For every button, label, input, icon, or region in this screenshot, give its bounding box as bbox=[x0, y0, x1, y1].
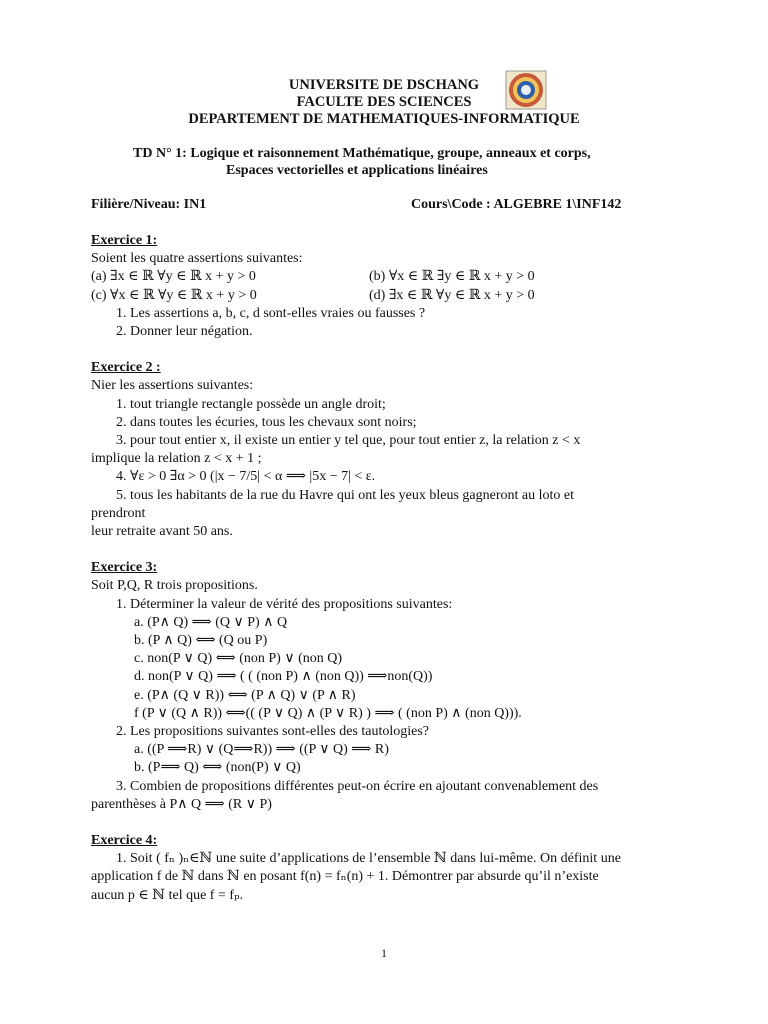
exercise-3-prop-b: b. (P ∧ Q) ⟺ (Q ou P) bbox=[134, 633, 268, 649]
assertion-c: (c) ∀x ∈ ℝ ∀y ∈ ℝ x + y > 0 bbox=[91, 287, 257, 303]
page-number: 1 bbox=[381, 946, 387, 960]
assertions-row-2 bbox=[91, 287, 691, 305]
exercise-3-prop-f: f (P ∨ (Q ∧ R)) ⟺(( (P ∨ Q) ∧ (P ∨ R) ) ⟹ ( (non P) ∧ (non Q))). bbox=[134, 705, 522, 721]
exercise-2-item-3-cont: implique la relation z < x + 1 ; bbox=[91, 451, 262, 467]
exercise-2-title: Exercice 2 : bbox=[91, 360, 161, 376]
exercise-4-line-1: 1. Soit ( fₙ )ₙ∈ℕ une suite d’applications de l’ensemble ℕ dans lui-même. On définit une bbox=[116, 851, 621, 867]
exercise-2-item-5-cont2: leur retraite avant 50 ans. bbox=[91, 524, 233, 540]
exercise-1-title: Exercice 1: bbox=[91, 233, 158, 248]
document-header bbox=[0, 77, 768, 128]
exercise-2-item-1: 1. tout triangle rectangle possède un angle droit; bbox=[116, 396, 386, 412]
exercise-2-item-3: 3. pour tout entier x, il existe un entier y tel que, pour tout entier z, la relation z < x bbox=[116, 433, 581, 448]
exercise-3-question-3: 3. Combien de propositions différentes peut-on écrire en ajoutant convenablement des bbox=[116, 778, 599, 794]
exercise-3-prop-d: d. non(P ∨ Q) ⟹ ( ( (non P) ∧ (non Q)) ⟹non(Q)) bbox=[134, 669, 433, 685]
exercise-3-question-2: 2. Les propositions suivantes sont-elles des tautologies? bbox=[116, 724, 430, 740]
exercise-2-item-4: 4. ∀ε > 0 ∃α > 0 (|x − 7/5| < α ⟹ |5x − 7| < ε. bbox=[116, 469, 376, 485]
cours-code: Cours\Code : ALGEBRE 1\INF142 bbox=[411, 197, 622, 212]
td-title-line2: Espaces vectorielles et applications linéaires bbox=[226, 163, 488, 178]
exercise-1-question-1: 1. Les assertions a, b, c, d sont-elles vraies ou fausses ? bbox=[116, 305, 426, 321]
assertion-b: (b) ∀x ∈ ℝ ∃y ∈ ℝ x + y > 0 bbox=[369, 269, 535, 285]
exercise-4-title: Exercice 4: bbox=[91, 833, 158, 849]
exercise-1-intro: Soient les quatre assertions suivantes: bbox=[91, 251, 303, 267]
assertion-d: (d) ∃x ∈ ℝ ∀y ∈ ℝ x + y > 0 bbox=[369, 287, 535, 303]
td-title-line1: TD N° 1: Logique et raisonnement Mathématique, groupe, anneaux et corps, bbox=[133, 146, 591, 161]
exercise-3-prop-a: a. (P∧ Q) ⟹ (Q ∨ P) ∧ Q bbox=[134, 614, 288, 630]
exercise-4-line-2: application f de ℕ dans ℕ en posant f(n) = fₙ(n) + 1. Démontrer par absurde qu’il n’existe bbox=[91, 869, 599, 885]
exercise-3-prop-e: e. (P∧ (Q ∨ R)) ⟺ (P ∧ Q) ∨ (P ∧ R) bbox=[134, 687, 356, 703]
exercise-3-title: Exercice 3: bbox=[91, 560, 158, 576]
filiere-niveau: Filière/Niveau: IN1 bbox=[91, 197, 207, 212]
university-logo-icon bbox=[505, 70, 547, 110]
exercise-4-line-3: aucun p ∈ ℕ tel que f = fₚ. bbox=[91, 887, 244, 903]
exercise-2-item-5-cont: prendront bbox=[91, 505, 146, 521]
exercise-3-taut-b: b. (P⟹ Q) ⟺ (non(P) ∨ Q) bbox=[134, 760, 301, 776]
exercise-3-intro: Soit P,Q, R trois propositions. bbox=[91, 578, 258, 594]
faculty-name: FACULTE DES SCIENCES bbox=[296, 94, 472, 110]
exercise-2-item-2: 2. dans toutes les écuries, tous les chevaux sont noirs; bbox=[116, 414, 417, 430]
exercises bbox=[91, 232, 691, 905]
department-name: DEPARTEMENT DE MATHEMATIQUES-INFORMATIQUE bbox=[188, 111, 580, 127]
exercise-3-question-3-cont: parenthèses à P∧ Q ⟹ (R ∨ P) bbox=[91, 796, 272, 812]
university-name: UNIVERSITE DE DSCHANG bbox=[288, 77, 480, 93]
exercise-3-prop-c: c. non(P ∨ Q) ⟺ (non P) ∨ (non Q) bbox=[134, 651, 343, 667]
exercise-2-intro: Nier les assertions suivantes: bbox=[91, 378, 254, 394]
exercise-3-question-1: 1. Déterminer la valeur de vérité des propositions suivantes: bbox=[116, 596, 453, 612]
assertion-a: (a) ∃x ∈ ℝ ∀y ∈ ℝ x + y > 0 bbox=[91, 269, 256, 285]
exercise-2-item-5: 5. tous les habitants de la rue du Havre qui ont les yeux bleus gagneront au loto et bbox=[116, 487, 575, 503]
exercise-3-taut-a: a. ((P ⟹R) ∨ (Q⟹R)) ⟹ ((P ∨ Q) ⟹ R) bbox=[134, 742, 389, 758]
exercise-1-question-2: 2. Donner leur négation. bbox=[116, 323, 253, 339]
assertions-row-1 bbox=[91, 268, 691, 286]
